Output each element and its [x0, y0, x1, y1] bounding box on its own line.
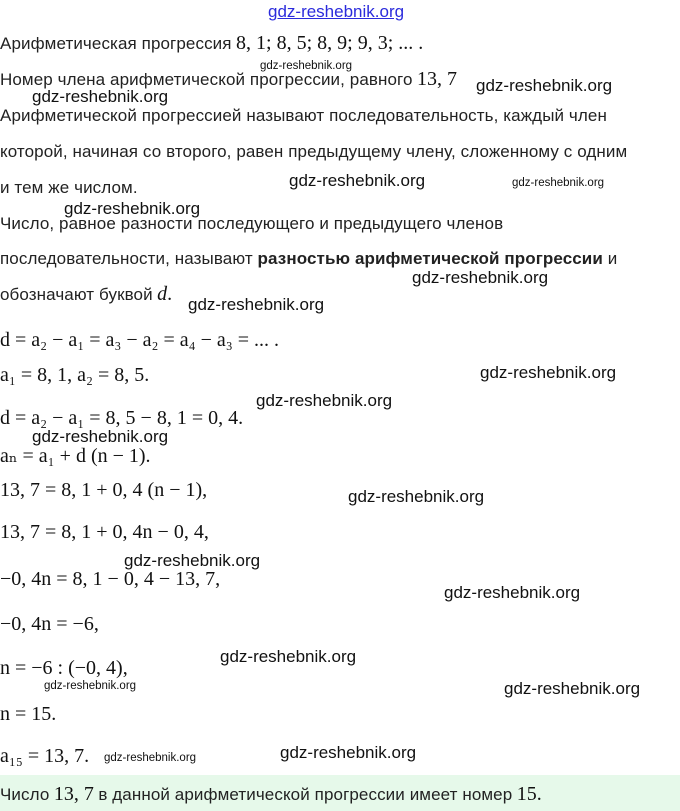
period: .: [536, 783, 542, 805]
equation-11: a₁₅ = 13, 7.: [0, 745, 90, 767]
theory-text: и: [607, 249, 618, 268]
equation-3: d = a₂ − a₁ = 8, 5 − 8, 1 = 0, 4.: [0, 407, 244, 429]
watermark: gdz-reshebnik.org: [512, 177, 605, 189]
watermark: gdz-reshebnik.org: [504, 679, 641, 698]
watermark: gdz-reshebnik.org: [476, 76, 613, 95]
watermark: gdz-reshebnik.org: [124, 551, 261, 570]
answer-number: 15: [516, 783, 537, 805]
watermark: gdz-reshebnik.org: [280, 743, 417, 762]
equation-5: 13, 7 = 8, 1 + 0, 4 (n − 1),: [0, 479, 208, 501]
theory-p2-line-2: [0, 249, 617, 269]
theory-p2-line-3: [0, 283, 172, 306]
theory-text: обозначают буквой: [0, 285, 153, 304]
watermark: gdz-reshebnik.org: [188, 295, 325, 314]
equation-8: −0, 4n = −6,: [0, 613, 99, 635]
answer-line: [0, 783, 542, 806]
variable-d: d: [157, 283, 168, 305]
equation-2: a₁ = 8, 1, a₂ = 8, 5.: [0, 364, 150, 386]
theory-p2-line-1: Число, равное разности последующего и предыдущего членов: [0, 214, 504, 233]
question-label: Номер члена арифметической прогрессии, равного: [0, 70, 413, 89]
sequence: 8, 1; 8, 5; 8, 9; 9, 3; ... .: [236, 32, 424, 54]
equation-10: n = 15.: [0, 703, 57, 725]
theory-p1-line-2: которой, начиная со второго, равен предыдущему члену, сложенному с одним: [0, 142, 628, 161]
theory-text: последовательности, называют: [0, 249, 253, 268]
answer-value: 13, 7: [53, 783, 94, 805]
watermark: gdz-reshebnik.org: [444, 583, 581, 602]
watermark: gdz-reshebnik.org: [64, 199, 201, 218]
problem-line-1: [0, 32, 423, 55]
answer-text: Число: [0, 785, 50, 804]
watermark: gdz-reshebnik.org: [104, 752, 197, 764]
answer-text: в данной арифметической прогрессии имеет номер: [98, 785, 513, 804]
watermark: gdz-reshebnik.org: [256, 391, 393, 410]
equation-9: n = −6 : (−0, 4),: [0, 657, 128, 679]
watermark: gdz-reshebnik.org: [32, 87, 169, 106]
theory-p1-line-1: Арифметической прогрессией называют последовательность, каждый член: [0, 106, 607, 125]
equation-7: −0, 4n = 8, 1 − 0, 4 − 13, 7,: [0, 568, 221, 590]
watermark: gdz-reshebnik.org: [348, 487, 485, 506]
site-link[interactable]: gdz-reshebnik.org: [268, 2, 405, 21]
target-value: 13, 7: [417, 68, 457, 90]
equation-4: aₙ = a₁ + d (n − 1).: [0, 445, 151, 467]
theory-p1-line-3: и тем же числом.: [0, 178, 138, 197]
watermark: gdz-reshebnik.org: [480, 363, 617, 382]
watermark: gdz-reshebnik.org: [32, 427, 169, 446]
watermark: gdz-reshebnik.org: [220, 647, 357, 666]
term-highlight: разностью арифметической прогрессии: [257, 249, 603, 268]
watermark: gdz-reshebnik.org: [260, 60, 353, 72]
period: .: [167, 283, 173, 305]
watermark: gdz-reshebnik.org: [289, 171, 426, 190]
watermark: gdz-reshebnik.org: [44, 680, 137, 692]
equation-6: 13, 7 = 8, 1 + 0, 4n − 0, 4,: [0, 521, 209, 543]
equation-1: d = a₂ − a₁ = a₃ − a₂ = a₄ − a₃ = ... .: [0, 329, 280, 351]
watermark: gdz-reshebnik.org: [412, 268, 549, 287]
problem-label: Арифметическая прогрессия: [0, 34, 232, 53]
